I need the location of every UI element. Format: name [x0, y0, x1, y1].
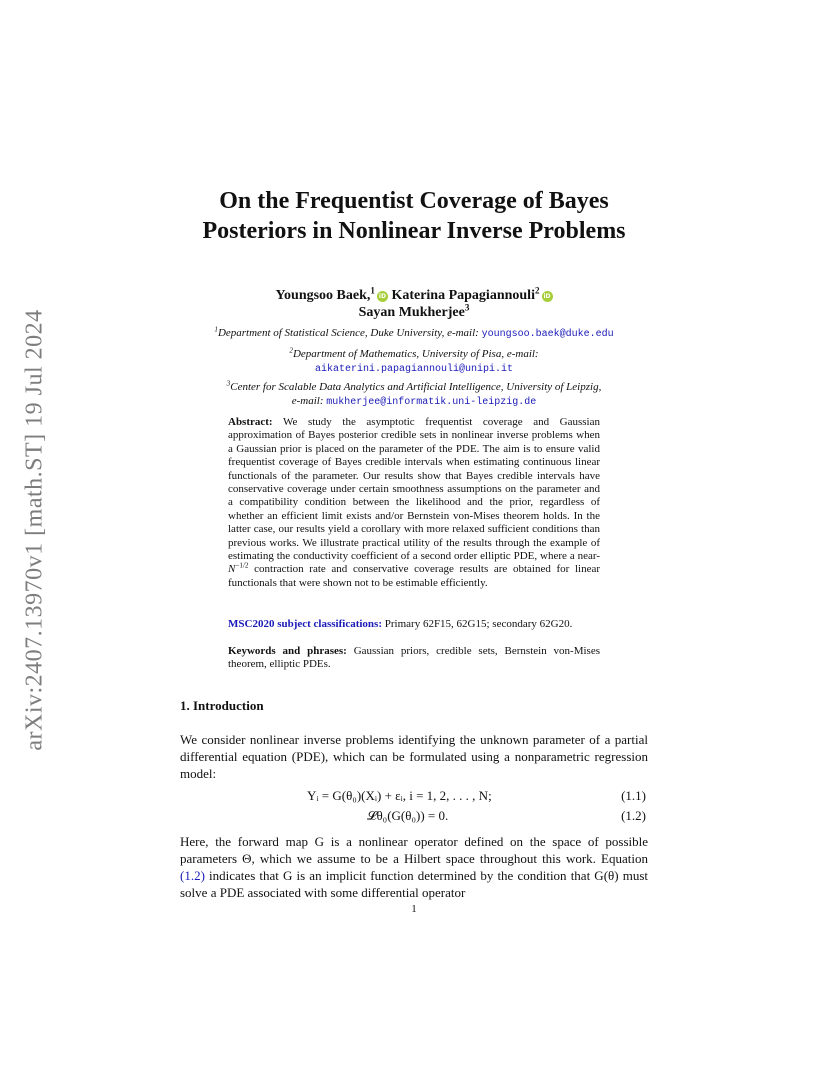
author-name: Youngsoo Baek,	[275, 288, 371, 303]
keywords: Keywords and phrases: Gaussian priors, credible sets, Bernstein von-Mises theorem, elliptic PDEs.	[228, 645, 601, 671]
orcid-icon[interactable]: iD	[543, 293, 551, 300]
msc-classifications: MSC2020 subject classifications: Primary 62F15, 62G15; secondary 62G20.	[228, 618, 573, 630]
equation-1-1: Yᵢ = G(θ₀)(Xᵢ) + εᵢ, i = 1, 2, . . . , N;	[307, 788, 492, 803]
arxiv-identifier	[23, 287, 47, 772]
page-number: 1	[411, 903, 417, 915]
equation-1-2: 𝓛θ₀(G(θ₀)) = 0.	[367, 808, 449, 823]
msc-link[interactable]: MSC2020 subject classifications:	[228, 618, 382, 630]
abstract: Abstract: We study the asymptotic frequentist coverage and Gaussian approximation of Bayes posterior credible sets in nonlinear inverse problems when a Gaussian prior is placed on the parameter of the PDE. The aim is to ensure valid frequentist coverage of Bayes credible intervals when estimating continuous linear functionals of the parameter. Our results show that Bayes credible intervals have conservative coverage under certain smoothness assumptions on the parameter and a compatibility condition between the likelihood and the prior, regardless of whether an efficient limit exists and/or Bernstein von-Mises theorem holds. In the latter case, our results yield a corollary with more relaxed sufficient conditions than previous works. We illustrate practical utility of the results through the example of estimating the conductivity coefficient of a second order elliptic PDE, where a near-$N^{-1/2}$ contraction rate and conservative coverage results are obtained for linear functionals that were shown not to be estimable efficiently.	[228, 416, 600, 589]
section-heading: 1. Introduction	[180, 698, 264, 713]
email-link[interactable]: youngsoo.baek@duke.edu	[481, 329, 614, 340]
author-affil-mark: 2	[534, 285, 540, 296]
author-list	[180, 287, 648, 321]
author-name: Sayan Mukherjee	[358, 305, 465, 320]
intro-paragraph-1: We consider nonlinear inverse problems identifying the unknown parameter of a partial differential equation (PDE), which can be formulated using a nonparametric regression model:	[180, 732, 648, 781]
email-link[interactable]: aikaterini.papagiannouli@unipi.it	[314, 364, 514, 375]
paper-title: On the Frequentist Coverage of Bayes Posteriors in Nonlinear Inverse Problems	[202, 188, 626, 244]
author-name: Katerina Papagiannouli	[391, 288, 535, 303]
author-affil-mark: 3	[464, 302, 470, 313]
abstract-label: Abstract:	[228, 416, 273, 428]
equation-number: (1.1)	[621, 788, 646, 803]
affiliation-2: $^2$Department of Mathematics, University of Pisa, e-mail: aikaterini.papagiannouli@unipi.it	[289, 346, 539, 375]
author-affil-mark: 1	[370, 285, 375, 296]
arxiv-identifier-text: arXiv:2407.13970v1 [math.ST] 19 Jul 2024	[21, 308, 48, 751]
orcid-icon[interactable]: iD	[378, 293, 386, 300]
email-link[interactable]: mukherjee@informatik.uni-leipzig.de	[326, 397, 537, 408]
affiliation-3: $^3$Center for Scalable Data Analytics and Artificial Intelligence, University of Leipzig, e-mail: mukherjee@informatik.uni-leipzig.de	[226, 379, 602, 408]
equation-number: (1.2)	[621, 808, 646, 823]
affiliation-1: $^1$Department of Statistical Science, Duke University, e-mail: youngsoo.baek@duke.edu	[214, 325, 614, 340]
equation-ref-link[interactable]: (1.2)	[180, 868, 205, 883]
intro-paragraph-2: Here, the forward map G is a nonlinear operator defined on the space of possible parameters Θ, which we assume to be a Hilbert space throughout this work. Equation (1.2) indicates that G is an implicit function determined by the condition that G(θ) must solve a PDE associated with some differential operator	[180, 834, 648, 900]
